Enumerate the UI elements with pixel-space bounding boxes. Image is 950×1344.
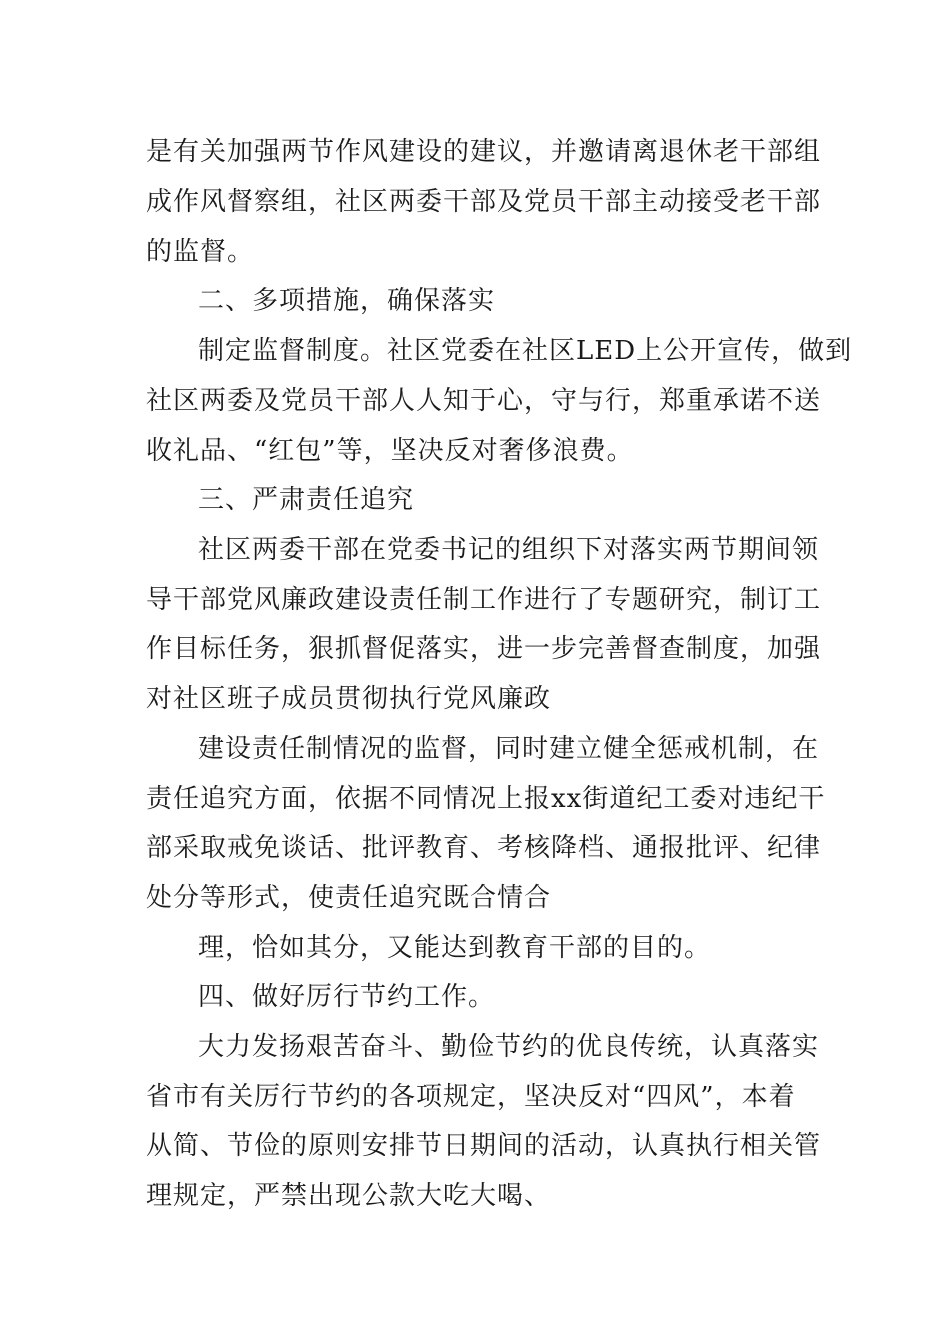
paragraph-first-line: 理，恰如其分，又能达到教育干部的目的。: [198, 933, 712, 963]
text-line: 从简、节俭的原则安排节日期间的活动，认真执行相关管: [146, 1131, 822, 1161]
paragraph-first-line: 大力发扬艰苦奋斗、勤俭节约的优良传统，认真落实: [198, 1032, 820, 1062]
paragraph-first-line: 建设责任制情况的监督，同时建立健全惩戒机制，在: [198, 734, 820, 764]
text-line: 理规定，严禁出现公款大吃大喝、: [146, 1181, 552, 1211]
paragraph-first-line: 制定监督制度。社区党委在社区LED上公开宣传，做到: [198, 336, 853, 366]
text-line: 作目标任务，狠抓督促落实，进一步完善督查制度，加强: [146, 634, 822, 664]
section-heading: 三、严肃责任追究: [198, 485, 415, 515]
text-line: 部采取戒免谈话、批评教育、考核降档、通报批评、纪律: [146, 833, 822, 863]
text-line: 处分等形式，使责任追究既合情合: [146, 883, 552, 913]
text-line: 社区两委及党员干部人人知于心，守与行，郑重承诺不送: [146, 386, 822, 416]
text-line: 责任追究方面，依据不同情况上报xx街道纪工委对违纪干: [146, 784, 826, 814]
section-heading: 四、做好厉行节约工作。: [198, 982, 496, 1012]
text-line: 对社区班子成员贯彻执行党风廉政: [146, 684, 552, 714]
text-line: 是有关加强两节作风建设的建议，并邀请离退休老干部组: [146, 137, 822, 167]
text-line: 导干部党风廉政建设责任制工作进行了专题研究，制订工: [146, 585, 822, 615]
paragraph-first-line: 社区两委干部在党委书记的组织下对落实两节期间领: [198, 535, 820, 565]
text-line: 的监督。: [146, 237, 255, 267]
section-heading: 二、多项措施，确保落实: [198, 286, 496, 316]
text-line: 收礼品、“红包”等，坚决反对奢侈浪费。: [146, 436, 634, 466]
text-line: 成作风督察组，社区两委干部及党员干部主动接受老干部: [146, 187, 822, 217]
text-line: 省市有关厉行节约的各项规定，坚决反对“四风”，本着: [146, 1082, 796, 1112]
